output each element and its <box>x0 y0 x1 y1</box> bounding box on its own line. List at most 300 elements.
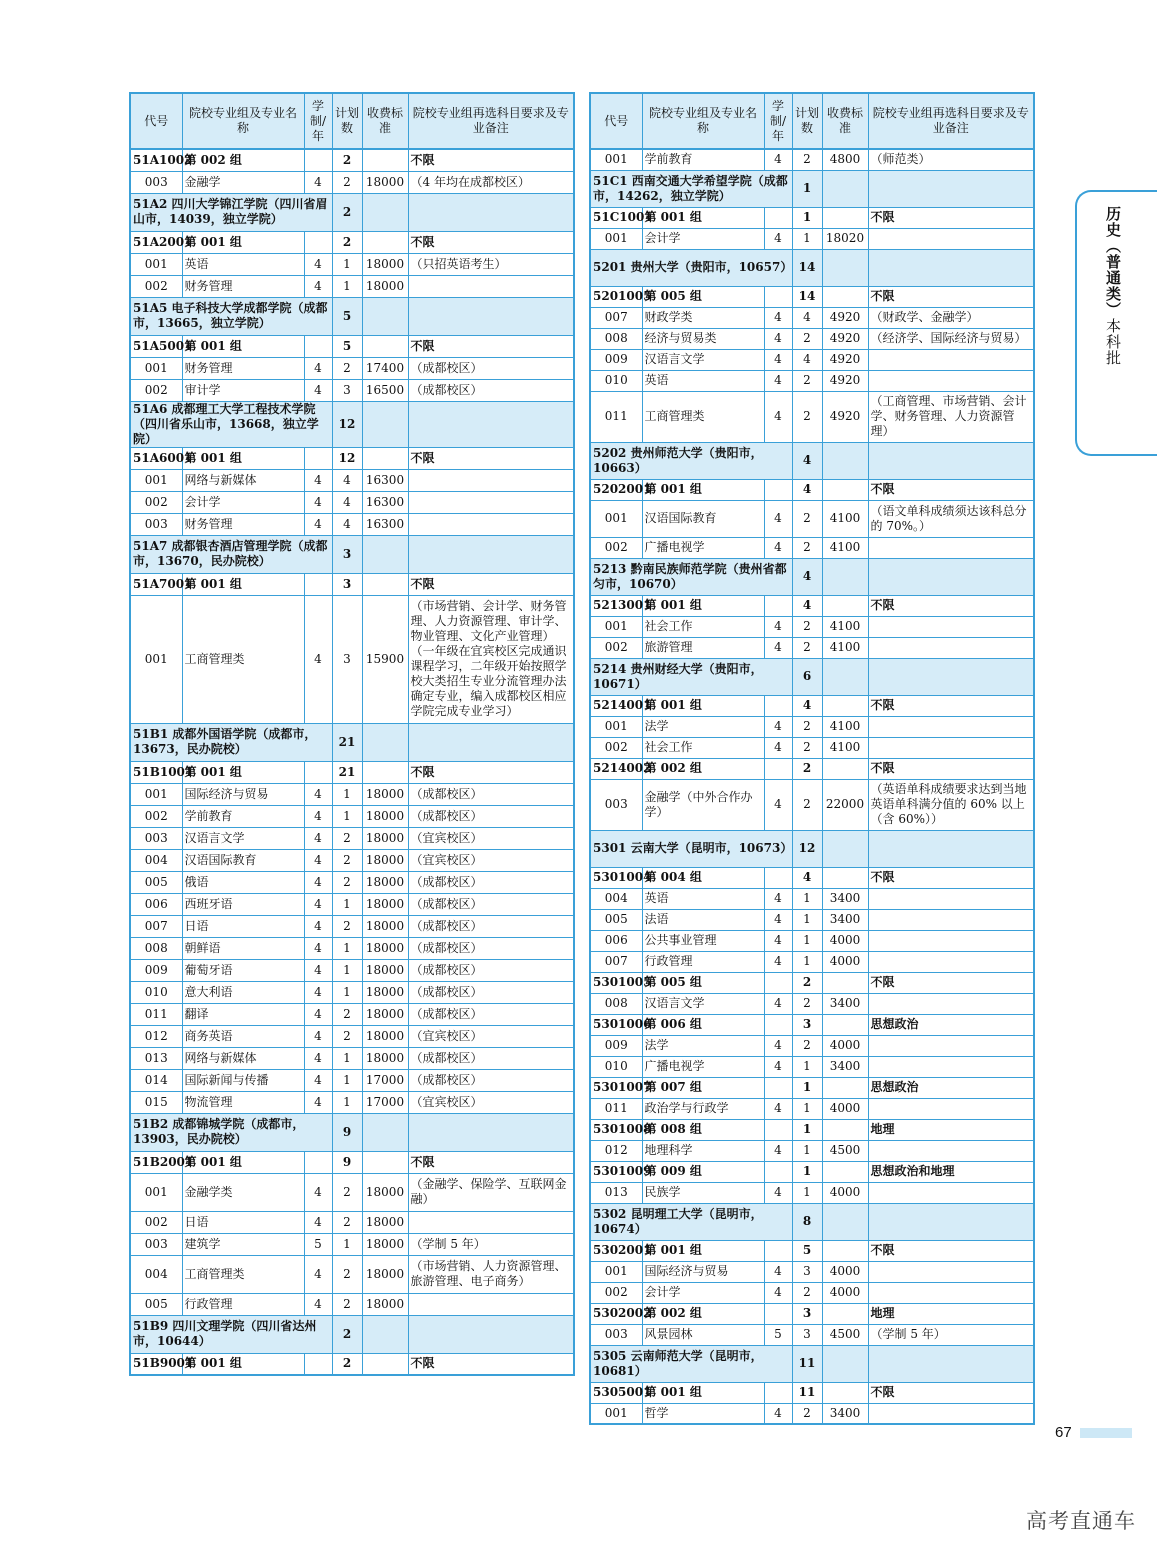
major-years: 4 <box>304 513 332 535</box>
side-tab-text <box>1103 206 1124 366</box>
group-row <box>590 1240 1034 1261</box>
major-note <box>868 1403 1034 1424</box>
major-plan: 2 <box>792 149 822 170</box>
major-name: 英语 <box>642 370 764 391</box>
major-note <box>868 1261 1034 1282</box>
major-row <box>590 391 1034 442</box>
major-fee: 4000 <box>822 951 868 972</box>
major-fee: 18000 <box>362 1003 408 1025</box>
note-cell <box>868 170 1034 207</box>
major-name: 汉语国际教育 <box>642 500 764 537</box>
major-name: 广播电视学 <box>642 1056 764 1077</box>
major-note <box>868 716 1034 737</box>
major-code: 010 <box>590 1056 642 1077</box>
group-requirement: 不限 <box>408 149 574 171</box>
fee-cell <box>822 286 868 307</box>
major-years: 4 <box>764 737 792 758</box>
major-row <box>590 1282 1034 1303</box>
institution-row <box>590 170 1034 207</box>
major-row <box>130 937 574 959</box>
note-cell <box>868 1203 1034 1240</box>
major-years: 4 <box>764 993 792 1014</box>
major-name: 会计学 <box>642 1282 764 1303</box>
major-code: 009 <box>590 349 642 370</box>
major-row <box>130 1025 574 1047</box>
fee-cell <box>362 1353 408 1375</box>
major-code: 002 <box>130 805 182 827</box>
major-plan: 1 <box>332 253 362 275</box>
major-fee: 18000 <box>362 937 408 959</box>
group-requirement: 不限 <box>868 758 1034 779</box>
institution-plan: 12 <box>332 401 362 447</box>
major-note: （师范类） <box>868 149 1034 170</box>
major-row <box>130 275 574 297</box>
group-requirement: 不限 <box>868 479 1034 500</box>
major-years: 4 <box>304 827 332 849</box>
major-name: 建筑学 <box>182 1233 304 1255</box>
major-name: 民族学 <box>642 1182 764 1203</box>
major-code: 010 <box>590 370 642 391</box>
group-requirement: 不限 <box>868 1240 1034 1261</box>
group-requirement: 不限 <box>408 1151 574 1173</box>
major-years: 4 <box>304 357 332 379</box>
fee-cell <box>822 249 868 286</box>
major-plan: 2 <box>332 1025 362 1047</box>
major-plan: 1 <box>792 1098 822 1119</box>
major-code: 011 <box>130 1003 182 1025</box>
institution-name: 51A7 成都银杏酒店管理学院（成都市，13670，民办院校） <box>130 535 332 573</box>
group-name: 第 001 组 <box>642 1240 764 1261</box>
group-row <box>130 573 574 595</box>
group-code: 5302001 <box>590 1240 642 1261</box>
institution-row <box>590 442 1034 479</box>
major-fee: 18000 <box>362 1173 408 1211</box>
group-code: 5301007 <box>590 1077 642 1098</box>
major-name: 英语 <box>642 888 764 909</box>
years-cell <box>764 1240 792 1261</box>
note-cell <box>408 1113 574 1151</box>
major-code: 001 <box>590 716 642 737</box>
major-years: 4 <box>764 1261 792 1282</box>
major-code: 001 <box>130 357 182 379</box>
major-years: 4 <box>764 1282 792 1303</box>
institution-plan: 8 <box>792 1203 822 1240</box>
fee-cell <box>822 558 868 595</box>
group-requirement: 不限 <box>868 207 1034 228</box>
header-note: 院校专业组再选科目要求及专业备注 <box>868 93 1034 149</box>
major-note <box>408 1293 574 1315</box>
major-fee: 4000 <box>822 1261 868 1282</box>
major-years: 4 <box>304 1047 332 1069</box>
major-row <box>590 328 1034 349</box>
fee-cell <box>362 1151 408 1173</box>
years-cell <box>764 479 792 500</box>
fee-cell <box>362 573 408 595</box>
major-code: 004 <box>130 849 182 871</box>
major-years: 4 <box>764 951 792 972</box>
major-years: 4 <box>304 595 332 723</box>
major-code: 004 <box>130 1255 182 1293</box>
major-code: 001 <box>590 500 642 537</box>
major-code: 008 <box>130 937 182 959</box>
major-row <box>130 1293 574 1315</box>
major-fee: 18000 <box>362 1211 408 1233</box>
major-code: 011 <box>590 1098 642 1119</box>
institution-plan: 6 <box>792 658 822 695</box>
major-plan: 2 <box>792 737 822 758</box>
major-fee: 18000 <box>362 893 408 915</box>
major-years: 4 <box>304 1173 332 1211</box>
institution-name: 51A6 成都理工大学工程技术学院（四川省乐山市，13668，独立学院） <box>130 401 332 447</box>
institution-plan: 2 <box>332 1315 362 1353</box>
major-row <box>590 228 1034 249</box>
group-plan: 11 <box>792 1382 822 1403</box>
major-row <box>130 827 574 849</box>
major-name: 国际经济与贸易 <box>182 783 304 805</box>
major-fee: 4000 <box>822 1035 868 1056</box>
fee-cell <box>822 1014 868 1035</box>
major-row <box>130 1069 574 1091</box>
years-cell <box>764 695 792 716</box>
major-note: （只招英语考生） <box>408 253 574 275</box>
group-name: 第 001 组 <box>642 1382 764 1403</box>
major-code: 001 <box>130 783 182 805</box>
group-row <box>590 479 1034 500</box>
institution-row <box>130 723 574 761</box>
major-name: 法学 <box>642 716 764 737</box>
fee-cell <box>362 193 408 231</box>
fee-cell <box>362 723 408 761</box>
fee-cell <box>822 1119 868 1140</box>
years-cell <box>764 758 792 779</box>
major-name: 汉语言文学 <box>642 993 764 1014</box>
major-name: 会计学 <box>182 491 304 513</box>
major-row <box>590 1035 1034 1056</box>
major-plan: 2 <box>792 637 822 658</box>
major-note <box>868 1282 1034 1303</box>
major-plan: 2 <box>332 915 362 937</box>
group-code: 5301008 <box>590 1119 642 1140</box>
major-years: 4 <box>304 1003 332 1025</box>
major-plan: 2 <box>792 1035 822 1056</box>
major-plan: 2 <box>792 328 822 349</box>
major-years: 4 <box>764 328 792 349</box>
years-cell <box>304 573 332 595</box>
group-name: 第 001 组 <box>182 761 304 783</box>
group-code: 51B9001 <box>130 1353 182 1375</box>
group-name: 第 001 组 <box>182 335 304 357</box>
major-fee: 4500 <box>822 1324 868 1345</box>
institution-plan: 4 <box>792 442 822 479</box>
major-years: 4 <box>304 959 332 981</box>
major-code: 003 <box>130 1233 182 1255</box>
group-plan: 2 <box>332 149 362 171</box>
major-name: 汉语言文学 <box>182 827 304 849</box>
group-code: 51B2001 <box>130 1151 182 1173</box>
major-plan: 4 <box>332 469 362 491</box>
fee-cell <box>822 1382 868 1403</box>
group-plan: 1 <box>792 1161 822 1182</box>
major-code: 009 <box>130 959 182 981</box>
major-fee: 18000 <box>362 805 408 827</box>
note-cell <box>868 442 1034 479</box>
major-row <box>130 1091 574 1113</box>
group-row <box>130 149 574 171</box>
major-code: 010 <box>130 981 182 1003</box>
side-tab-category: 历史（普通类） <box>1104 206 1122 318</box>
major-fee: 4100 <box>822 500 868 537</box>
fee-cell <box>362 335 408 357</box>
major-note: （成都校区） <box>408 1069 574 1091</box>
group-requirement: 不限 <box>408 1353 574 1375</box>
major-fee: 4100 <box>822 537 868 558</box>
major-name: 财务管理 <box>182 513 304 535</box>
group-name: 第 001 组 <box>182 573 304 595</box>
years-cell <box>304 761 332 783</box>
years-cell <box>304 1151 332 1173</box>
major-plan: 4 <box>792 349 822 370</box>
major-name: 汉语国际教育 <box>182 849 304 871</box>
major-fee: 18000 <box>362 959 408 981</box>
major-name: 网络与新媒体 <box>182 469 304 491</box>
major-note: （成都校区） <box>408 871 574 893</box>
major-note <box>868 370 1034 391</box>
major-note <box>868 537 1034 558</box>
institution-row <box>590 658 1034 695</box>
major-years: 4 <box>304 1211 332 1233</box>
major-name: 国际经济与贸易 <box>642 1261 764 1282</box>
major-years: 4 <box>304 1255 332 1293</box>
major-row <box>130 1173 574 1211</box>
fee-cell <box>822 479 868 500</box>
group-plan: 4 <box>792 695 822 716</box>
major-code: 015 <box>130 1091 182 1113</box>
note-cell <box>868 830 1034 867</box>
major-row <box>130 253 574 275</box>
major-years: 5 <box>764 1324 792 1345</box>
institution-name: 51B9 四川文理学院（四川省达州市，10644） <box>130 1315 332 1353</box>
group-name: 第 001 组 <box>182 231 304 253</box>
major-plan: 1 <box>332 981 362 1003</box>
major-plan: 2 <box>332 871 362 893</box>
major-name: 社会工作 <box>642 737 764 758</box>
group-code: 51B1001 <box>130 761 182 783</box>
major-row <box>590 500 1034 537</box>
major-years: 4 <box>304 783 332 805</box>
major-note <box>868 349 1034 370</box>
major-note <box>868 1182 1034 1203</box>
major-fee: 18000 <box>362 1255 408 1293</box>
institution-plan: 12 <box>792 830 822 867</box>
major-name: 广播电视学 <box>642 537 764 558</box>
major-years: 4 <box>304 915 332 937</box>
major-note: （财政学、金融学） <box>868 307 1034 328</box>
major-code: 003 <box>590 1324 642 1345</box>
group-requirement: 不限 <box>408 573 574 595</box>
major-code: 004 <box>590 888 642 909</box>
institution-row <box>130 401 574 447</box>
major-fee: 16300 <box>362 491 408 513</box>
major-code: 005 <box>130 1293 182 1315</box>
major-code: 011 <box>590 391 642 442</box>
page-number: 67 <box>1055 1424 1072 1441</box>
group-plan: 3 <box>792 1303 822 1324</box>
institution-plan: 1 <box>792 170 822 207</box>
major-code: 002 <box>130 491 182 513</box>
major-name: 俄语 <box>182 871 304 893</box>
group-requirement: 不限 <box>408 761 574 783</box>
note-cell <box>408 1315 574 1353</box>
group-name: 第 002 组 <box>182 149 304 171</box>
institution-row <box>590 249 1034 286</box>
note-cell <box>408 535 574 573</box>
major-years: 4 <box>764 391 792 442</box>
institution-row <box>590 830 1034 867</box>
group-plan: 4 <box>792 595 822 616</box>
institution-plan: 9 <box>332 1113 362 1151</box>
major-fee: 18000 <box>362 275 408 297</box>
major-code: 001 <box>590 1261 642 1282</box>
major-row <box>590 1098 1034 1119</box>
major-row <box>590 307 1034 328</box>
major-row <box>590 993 1034 1014</box>
major-note <box>868 1056 1034 1077</box>
major-years: 4 <box>764 616 792 637</box>
major-name: 社会工作 <box>642 616 764 637</box>
major-fee: 18000 <box>362 1047 408 1069</box>
major-note: （学制 5 年） <box>408 1233 574 1255</box>
major-fee: 4000 <box>822 930 868 951</box>
group-row <box>130 761 574 783</box>
major-plan: 1 <box>332 893 362 915</box>
major-code: 002 <box>130 379 182 401</box>
years-cell <box>764 1119 792 1140</box>
major-row <box>130 959 574 981</box>
major-code: 001 <box>130 253 182 275</box>
years-cell <box>304 231 332 253</box>
major-years: 4 <box>304 1025 332 1047</box>
major-years: 4 <box>304 171 332 193</box>
major-row <box>590 637 1034 658</box>
major-code: 002 <box>130 275 182 297</box>
fee-cell <box>362 297 408 335</box>
major-name: 商务英语 <box>182 1025 304 1047</box>
major-row <box>590 888 1034 909</box>
major-plan: 1 <box>332 937 362 959</box>
institution-row <box>130 535 574 573</box>
header-years: 学制/年 <box>764 93 792 149</box>
major-name: 西班牙语 <box>182 893 304 915</box>
major-fee: 18000 <box>362 849 408 871</box>
major-note: （市场营销、人力资源管理、旅游管理、电子商务） <box>408 1255 574 1293</box>
major-note <box>868 228 1034 249</box>
major-fee: 18000 <box>362 783 408 805</box>
group-name: 第 002 组 <box>642 1303 764 1324</box>
major-row <box>130 595 574 723</box>
institution-name: 51A5 电子科技大学成都学院（成都市，13665，独立学院） <box>130 297 332 335</box>
group-code: 5213001 <box>590 595 642 616</box>
major-fee: 3400 <box>822 1403 868 1424</box>
major-name: 金融学（中外合作办学） <box>642 779 764 830</box>
major-code: 003 <box>130 171 182 193</box>
header-plan: 计划数 <box>792 93 822 149</box>
institution-plan: 14 <box>792 249 822 286</box>
group-code: 51A2001 <box>130 231 182 253</box>
major-years: 4 <box>304 469 332 491</box>
header-name: 院校专业组及专业名称 <box>182 93 304 149</box>
institution-name: 5305 云南师范大学（昆明市，10681） <box>590 1345 792 1382</box>
group-row <box>590 1014 1034 1035</box>
page-number-bar <box>1080 1428 1132 1438</box>
major-years: 4 <box>764 779 792 830</box>
fee-cell <box>822 758 868 779</box>
major-plan: 4 <box>332 491 362 513</box>
group-plan: 2 <box>792 972 822 993</box>
major-years: 4 <box>764 637 792 658</box>
major-row <box>590 616 1034 637</box>
major-fee: 15900 <box>362 595 408 723</box>
group-code: 5201005 <box>590 286 642 307</box>
major-note: （成都校区） <box>408 379 574 401</box>
major-row <box>130 1233 574 1255</box>
major-plan: 1 <box>792 1056 822 1077</box>
major-note: （学制 5 年） <box>868 1324 1034 1345</box>
group-code: 5214002 <box>590 758 642 779</box>
note-cell <box>868 558 1034 595</box>
major-name: 财务管理 <box>182 275 304 297</box>
note-cell <box>408 297 574 335</box>
major-note: （经济学、国际经济与贸易） <box>868 328 1034 349</box>
major-row <box>130 513 574 535</box>
major-row <box>130 1003 574 1025</box>
major-row <box>590 930 1034 951</box>
header-code: 代号 <box>590 93 642 149</box>
major-note: （成都校区） <box>408 959 574 981</box>
table-header-row <box>590 93 1034 149</box>
group-row <box>590 1382 1034 1403</box>
group-row <box>590 286 1034 307</box>
fee-cell <box>822 1345 868 1382</box>
major-code: 002 <box>130 1211 182 1233</box>
major-row <box>130 1047 574 1069</box>
group-plan: 12 <box>332 447 362 469</box>
group-row <box>130 231 574 253</box>
group-requirement: 不限 <box>868 286 1034 307</box>
group-name: 第 001 组 <box>642 695 764 716</box>
major-plan: 2 <box>792 779 822 830</box>
major-name: 公共事业管理 <box>642 930 764 951</box>
major-code: 005 <box>590 909 642 930</box>
group-name: 第 008 组 <box>642 1119 764 1140</box>
major-row <box>590 737 1034 758</box>
institution-plan: 3 <box>332 535 362 573</box>
major-fee: 4000 <box>822 1282 868 1303</box>
major-note: （宜宾校区） <box>408 1091 574 1113</box>
group-row <box>130 1353 574 1375</box>
major-years: 4 <box>304 275 332 297</box>
major-note: （成都校区） <box>408 805 574 827</box>
major-note: （成都校区） <box>408 893 574 915</box>
fee-cell <box>822 595 868 616</box>
major-plan: 1 <box>332 1091 362 1113</box>
major-name: 工商管理类 <box>182 1255 304 1293</box>
major-years: 4 <box>304 871 332 893</box>
institution-name: 5202 贵州师范大学（贵阳市，10663） <box>590 442 792 479</box>
major-years: 4 <box>764 537 792 558</box>
major-note: （成都校区） <box>408 783 574 805</box>
major-years: 4 <box>764 1056 792 1077</box>
major-note <box>868 888 1034 909</box>
